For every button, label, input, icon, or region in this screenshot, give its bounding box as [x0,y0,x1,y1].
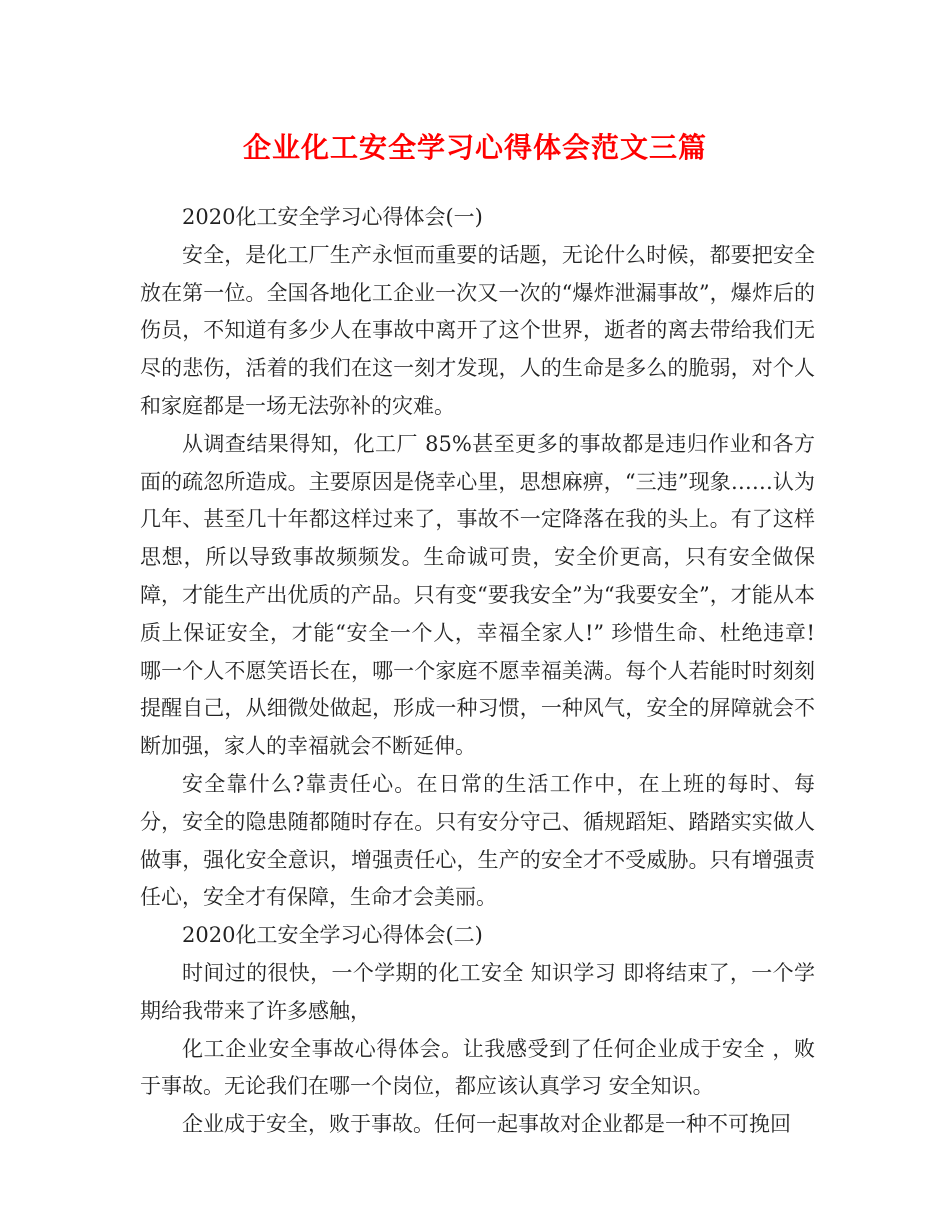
section-heading-1: 2020化工安全学习心得体会(一) [182,205,483,229]
section-heading-2: 2020化工安全学习心得体会(二) [182,923,483,948]
paragraph: 从调查结果得知，化工厂 85%甚至更多的事故都是违归作业和各方面的疏忽所造成。主要原因是侥幸心里，思想麻痹，“三违”现象……认为几年、甚至几十年都这样过来了，事故不一定降落在我的头上。有了这样思想，所以导致事故频频发。生命诚可贵，安全价更高，只有安全做保障，才能生产出优质的产品。只有变“要我安全”为“我要安全”，才能从本质上保证安全，才能“安全一个人，幸福全家人!” 珍惜生命、杜绝违章! 哪一个人不愿笑语长在，哪一个家庭不愿幸福美满。每个人若能时时刻刻提醒自己，从细微处做起，形成一种习惯，一种风气，安全的屏障就会不断加强，家人的幸福就会不断延伸。 [140,431,815,759]
paragraph: 安全靠什么?靠责任心。在日常的生活工作中，在上班的每时、每分，安全的隐患随都随时存在。只有安分守己、循规蹈矩、踏踏实实做人做事，强化安全意识，增强责任心，生产的安全才不受威胁。只有增强责任心，安全才有保障，生命才会美丽。 [140,771,815,910]
document-body [140,199,815,1144]
paragraph: 企业成于安全，败于事故。任何一起事故对企业都是一种不可挽回 [182,1112,791,1137]
paragraph: 时间过的很快，一个学期的化工安全 知识学习 即将结束了，一个学期给我带来了许多感触， [140,960,815,1023]
paragraph: 化工企业安全事故心得体会。让我感受到了任何企业成于安全 ，败于事故。无论我们在哪一个岗位，都应该认真学习 安全知识。 [140,1036,815,1099]
document-title: 企业化工安全学习心得体会范文三篇 [242,131,707,164]
paragraph: 安全，是化工厂生产永恒而重要的话题，无论什么时候，都要把安全放在第一位。全国各地化工企业一次又一次的“爆炸泄漏事故”，爆炸后的伤员，不知道有多少人在事故中离开了这个世界，逝者的离去带给我们无尽的悲伤，活着的我们在这一刻才发现，人的生命是多么的脆弱，对个人和家庭都是一场无法弥补的灾难。 [140,242,815,418]
